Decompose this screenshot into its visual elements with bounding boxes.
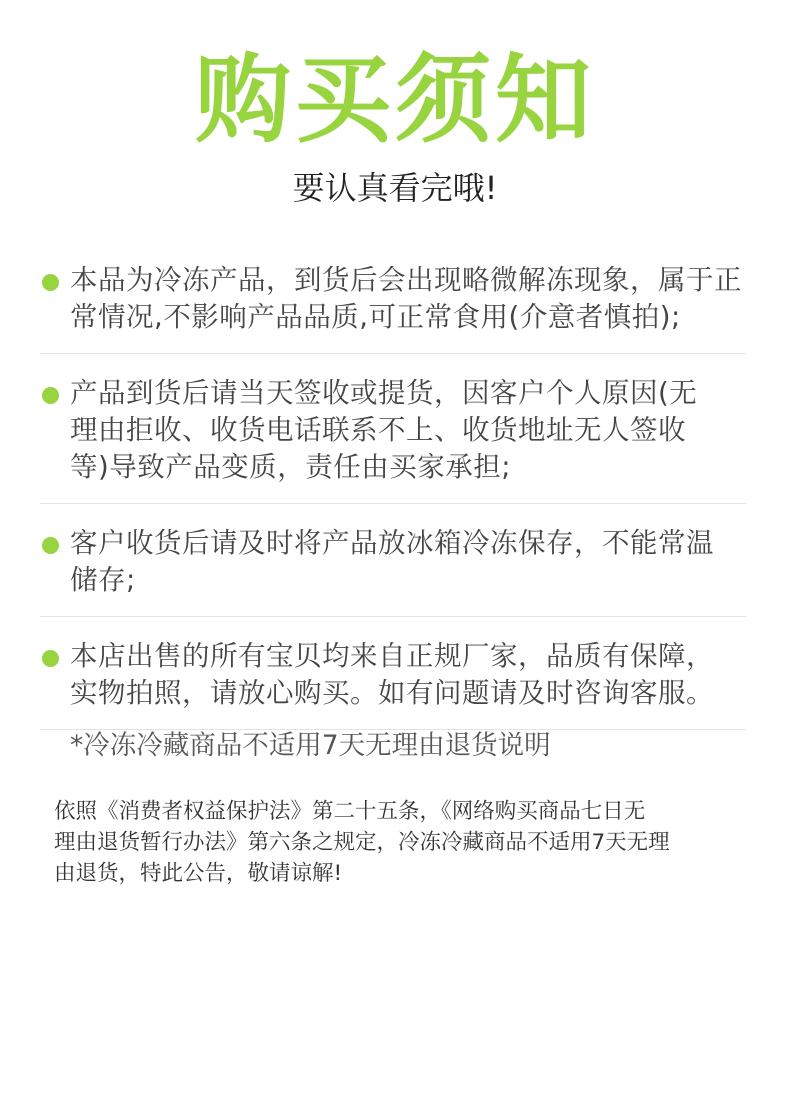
bullet-dot-icon xyxy=(42,537,59,554)
notice-text-line: 本店出售的所有宝贝均来自正规厂家，品质有保障， xyxy=(70,640,714,672)
page-title: 购买须知 xyxy=(195,44,595,156)
notice-item-frozen-product xyxy=(40,262,746,336)
bullet-dot-icon xyxy=(42,274,59,291)
bullet-dot-icon xyxy=(42,387,59,404)
policy-text-line: 理由退货暂行办法》第六条之规定，冷冻冷藏商品不适用7天无理 xyxy=(54,830,670,855)
notice-item-storage xyxy=(40,525,746,599)
divider xyxy=(40,353,746,354)
notice-list xyxy=(40,262,746,730)
return-policy-body xyxy=(54,796,744,889)
divider xyxy=(40,616,746,617)
notice-text-line: 等)导致产品变质，责任由买家承担; xyxy=(70,451,511,483)
notice-text-line: 常情况,不影响产品品质,可正常食用(介意者慎拍); xyxy=(70,301,681,333)
return-policy-heading: *冷冻冷藏商品不适用7天无理由退货说明 xyxy=(70,730,551,761)
notice-text-line: 客户收货后请及时将产品放冰箱冷冻保存，不能常温 xyxy=(70,527,714,559)
notice-text-line: 产品到货后请当天签收或提货，因客户个人原因(无 xyxy=(70,377,698,409)
notice-text-line: 理由拒收、收货电话联系不上、收货地址无人签收 xyxy=(70,414,686,446)
notice-item-sign-receipt xyxy=(40,375,746,486)
notice-text-line: 实物拍照，请放心购买。如有问题请及时咨询客服。 xyxy=(70,677,714,709)
divider xyxy=(40,503,746,504)
policy-text-line: 依照《消费者权益保护法》第二十五条，《网络购买商品七日无 xyxy=(54,799,646,824)
notice-text-line: 本品为冷冻产品，到货后会出现略微解冻现象，属于正 xyxy=(70,264,742,296)
notice-item-quality-guarantee xyxy=(40,638,746,712)
page-subtitle: 要认真看完哦! xyxy=(292,169,498,207)
policy-text-line: 由退货，特此公告，敬请谅解! xyxy=(54,861,343,886)
bullet-dot-icon xyxy=(42,650,59,667)
notice-text-line: 储存; xyxy=(70,564,136,596)
